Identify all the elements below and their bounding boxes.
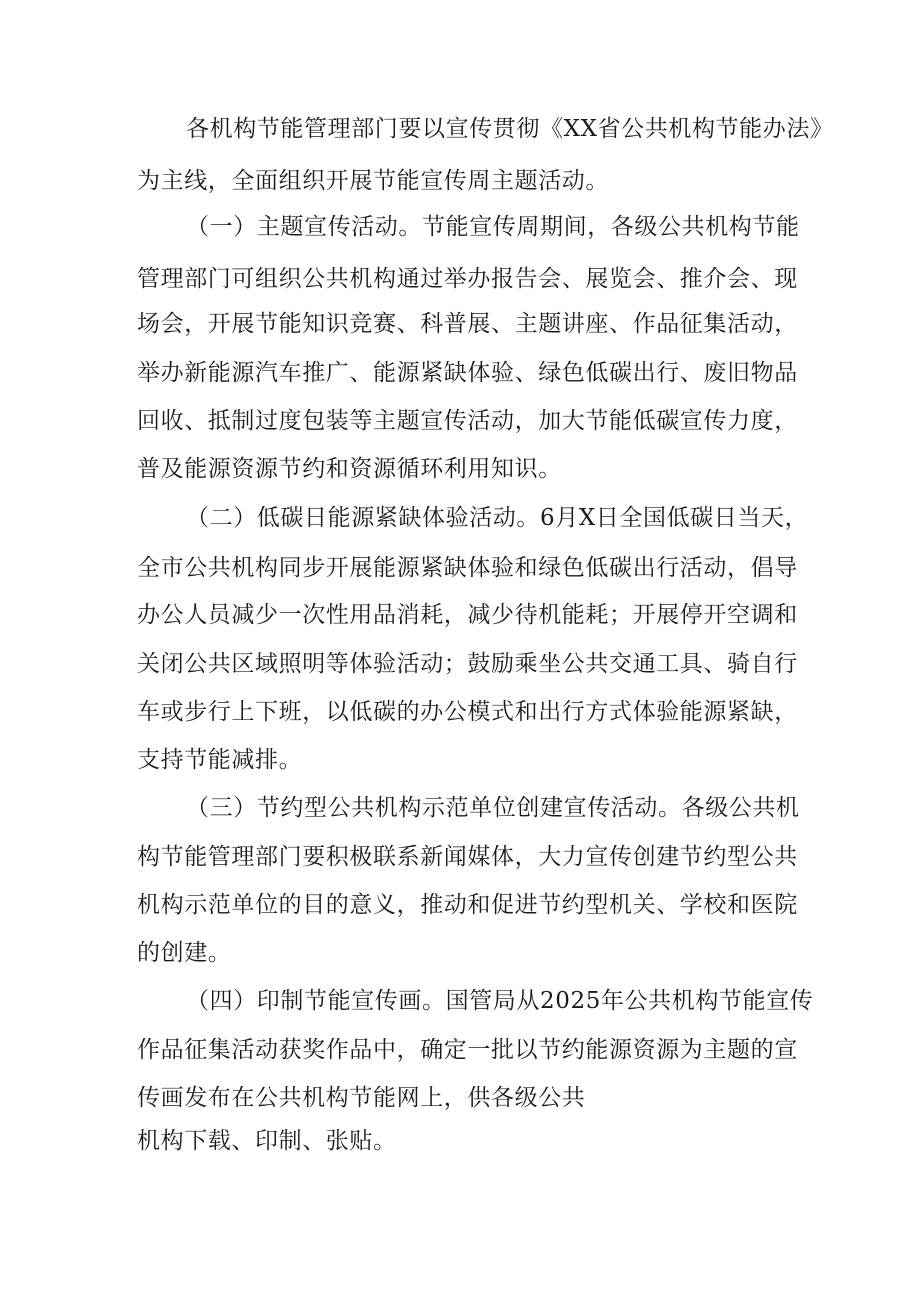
section-4-line-1: （四）印制节能宣传画。国管局从2025年公共机构节能宣传 bbox=[186, 988, 814, 1014]
paragraph-intro-line-2: 为主线，全面组织开展节能宣传周主题活动。 bbox=[137, 168, 609, 194]
section-2-line-6: 支持节能减排。 bbox=[137, 747, 303, 773]
section-1-line-2: 管理部门可组织公共机构通过举办报告会、展览会、推介会、现 bbox=[137, 266, 798, 292]
section-4-line-2: 作品征集活动获奖作品中，确定一批以节约能源资源为主题的宣 bbox=[137, 1037, 798, 1063]
section-4-line-4: 机构下载、印制、张贴。 bbox=[137, 1128, 397, 1154]
section-1-line-3: 场会，开展节能知识竞赛、科普展、主题讲座、作品征集活动， bbox=[137, 311, 798, 337]
section-2-line-5: 车或步行上下班，以低碳的办公模式和出行方式体验能源紧缺， bbox=[137, 699, 798, 725]
section-3-line-3: 机构示范单位的目的意义，推动和促进节约型机关、学校和医院 bbox=[137, 892, 798, 918]
paragraph-intro-line-1: 各机构节能管理部门要以宣传贯彻《XX省公共机构节能办法》 bbox=[186, 116, 834, 142]
section-3-line-2: 构节能管理部门要积极联系新闻媒体，大力宣传创建节约型公共 bbox=[137, 844, 798, 870]
section-2-line-4: 关闭公共区域照明等体验活动；鼓励乘坐公共交通工具、骑自行 bbox=[137, 651, 798, 677]
section-2-line-3: 办公人员减少一次性用品消耗，减少待机能耗；开展停开空调和 bbox=[137, 602, 798, 628]
section-1-line-1: （一）主题宣传活动。节能宣传周期间，各级公共机构节能 bbox=[186, 214, 800, 240]
section-1-line-5: 回收、抵制过度包装等主题宣传活动，加大节能低碳宣传力度， bbox=[137, 408, 798, 434]
section-1-line-4: 举办新能源汽车推广、能源紧缺体验、绿色低碳出行、废旧物品 bbox=[137, 360, 798, 386]
section-3-line-4: 的创建。 bbox=[137, 940, 232, 966]
section-3-line-1: （三）节约型公共机构示范单位创建宣传活动。各级公共机 bbox=[186, 795, 800, 821]
section-2-line-1: （二）低碳日能源紧缺体验活动。6月X日全国低碳日当天， bbox=[186, 505, 809, 531]
section-4-line-3: 传画发布在公共机构节能网上，供各级公共 bbox=[137, 1085, 586, 1111]
section-2-line-2: 全市公共机构同步开展能源紧缺体验和绿色低碳出行活动，倡导 bbox=[137, 555, 798, 581]
section-1-line-6: 普及能源资源节约和资源循环利用知识。 bbox=[137, 456, 562, 482]
